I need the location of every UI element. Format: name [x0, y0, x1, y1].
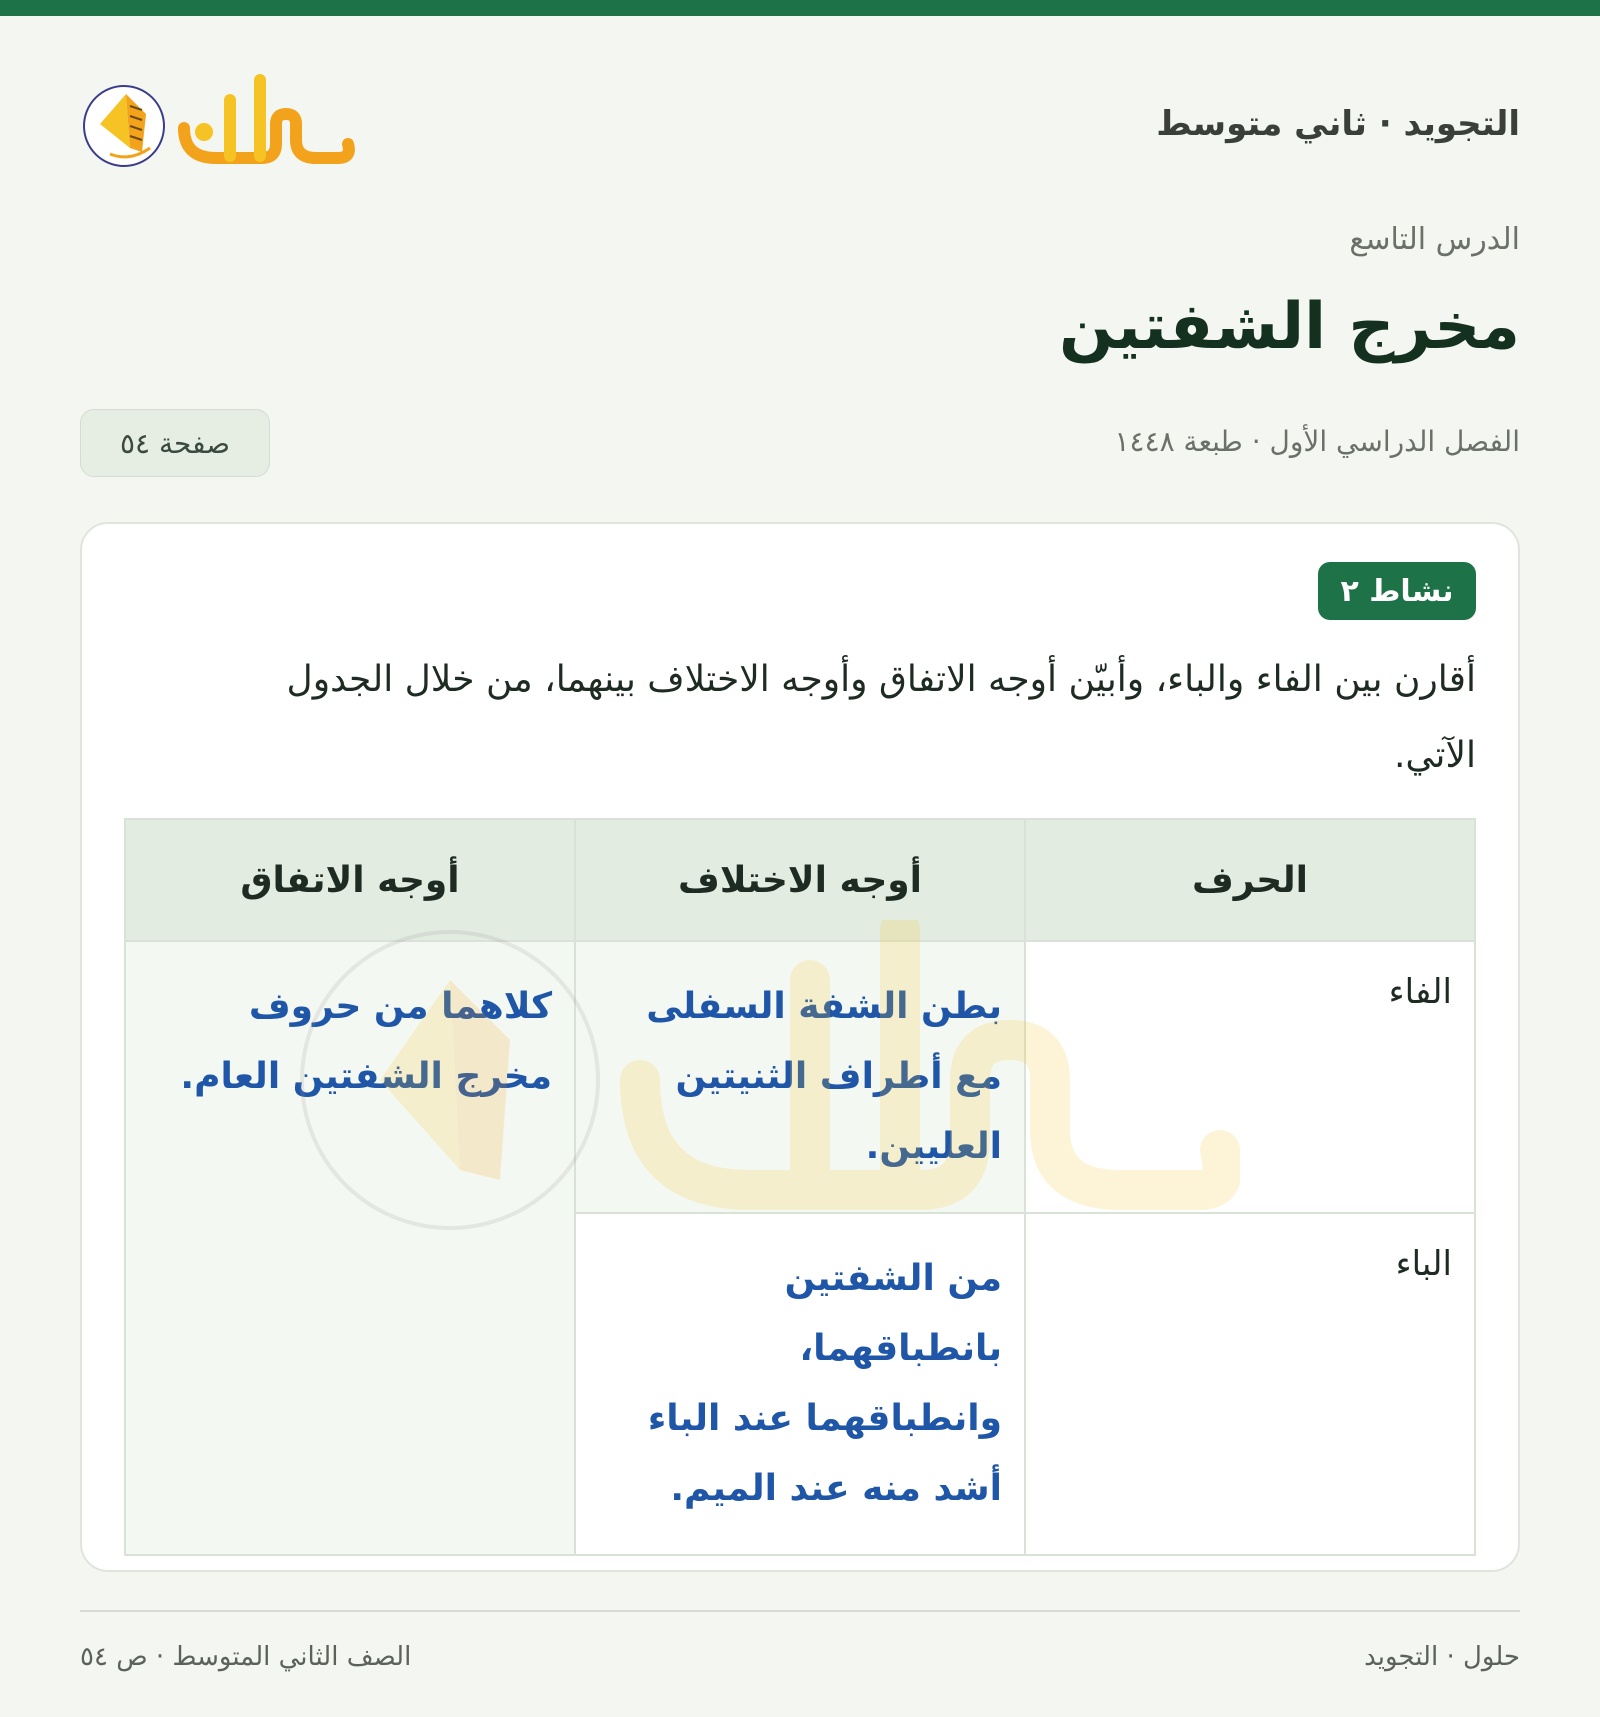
footer-grade-page: الصف الثاني المتوسط · ص ٥٤ — [80, 1642, 412, 1672]
difference-cell-baa: من الشفتين بانطباقهما، وانطباقهما عند الباء أشد منه عند الميم. — [575, 1213, 1025, 1555]
page-badge: صفحة ٥٤ — [80, 409, 270, 477]
lesson-meta: الفصل الدراسي الأول · طبعة ١٤٤٨ — [1114, 425, 1520, 458]
activity-prompt: أقارن بين الفاء والباء، وأبيّن أوجه الاتفاق وأوجه الاختلاف بينهما، من خلال الجدول الآتي. — [286, 659, 1476, 776]
activity-badge: نشاط ٢ — [1318, 562, 1476, 620]
footer-divider — [80, 1610, 1520, 1612]
column-header-letter: الحرف — [1025, 819, 1475, 941]
difference-cell-faa: بطن الشفة السفلى مع أطراف الثنيتين العليين. — [575, 941, 1025, 1213]
lesson-title: مخرج الشفتين — [1059, 290, 1520, 364]
table-header-row — [125, 819, 1475, 941]
logo-book-icon — [80, 70, 370, 180]
subject-grade-title: التجويد · ثاني متوسط — [1156, 104, 1520, 144]
activity-card — [80, 522, 1520, 1572]
lesson-number: الدرس التاسع — [1349, 222, 1520, 257]
column-header-agreement: أوجه الاتفاق — [125, 819, 575, 941]
page-header — [80, 70, 1520, 180]
comparison-table — [124, 818, 1476, 1556]
table-row — [125, 941, 1475, 1213]
hulul-logo[interactable] — [80, 70, 370, 180]
column-header-difference: أوجه الاختلاف — [575, 819, 1025, 941]
agreement-cell: كلاهما من حروف مخرج الشفتين العام. — [125, 941, 575, 1555]
letter-cell-faa: الفاء — [1025, 941, 1475, 1213]
top-accent-bar — [0, 0, 1600, 16]
letter-cell-baa: الباء — [1025, 1213, 1475, 1555]
footer-brand-subject: حلول · التجويد — [1364, 1642, 1520, 1672]
